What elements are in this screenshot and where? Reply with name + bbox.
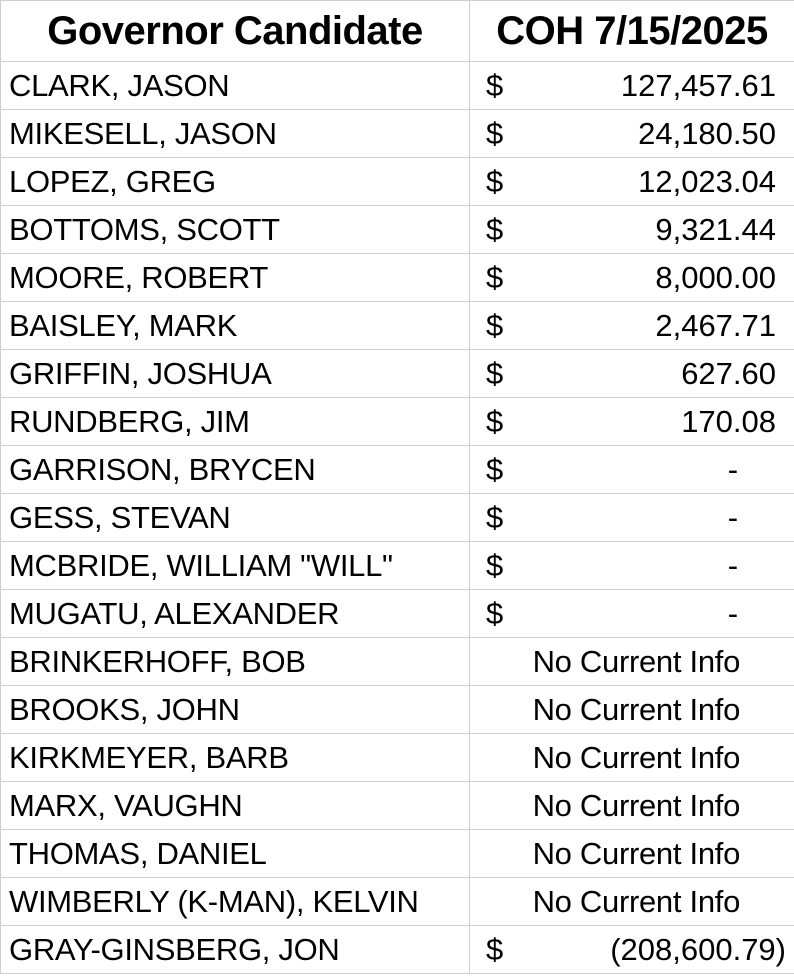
candidate-name-cell: BRINKERHOFF, BOB [1, 638, 470, 686]
coh-amount-cell: 8,000.00 [530, 254, 794, 302]
coh-amount-cell: - [530, 590, 794, 638]
table-row [1, 206, 794, 254]
table-row [1, 398, 794, 446]
no-info-cell: No Current Info [470, 638, 794, 686]
candidate-name-cell: GRAY-GINSBERG, JON [1, 926, 470, 974]
candidate-name-cell: KIRKMEYER, BARB [1, 734, 470, 782]
candidate-name-cell: MUGATU, ALEXANDER [1, 590, 470, 638]
currency-symbol-cell: $ [470, 542, 530, 590]
currency-symbol-cell: $ [470, 302, 530, 350]
coh-amount-cell: 127,457.61 [530, 62, 794, 110]
candidate-name-cell: GESS, STEVAN [1, 494, 470, 542]
table-row [1, 926, 794, 974]
table-row [1, 542, 794, 590]
table-row [1, 446, 794, 494]
currency-symbol-cell: $ [470, 254, 530, 302]
candidate-name-cell: BROOKS, JOHN [1, 686, 470, 734]
table-row [1, 158, 794, 206]
coh-amount-cell: - [530, 542, 794, 590]
candidate-name-cell: LOPEZ, GREG [1, 158, 470, 206]
table-row [1, 254, 794, 302]
no-info-cell: No Current Info [470, 686, 794, 734]
no-info-cell: No Current Info [470, 830, 794, 878]
candidate-name-cell: BOTTOMS, SCOTT [1, 206, 470, 254]
table-row [1, 494, 794, 542]
currency-symbol-cell: $ [470, 110, 530, 158]
table-row [1, 782, 794, 830]
coh-amount-cell: (208,600.79) [530, 926, 794, 974]
coh-amount-cell: 2,467.71 [530, 302, 794, 350]
currency-symbol-cell: $ [470, 350, 530, 398]
candidate-name-cell: WIMBERLY (K-MAN), KELVIN [1, 878, 470, 926]
candidate-name-cell: CLARK, JASON [1, 62, 470, 110]
candidate-name-cell: MIKESELL, JASON [1, 110, 470, 158]
currency-symbol-cell: $ [470, 590, 530, 638]
coh-amount-cell: 170.08 [530, 398, 794, 446]
coh-amount-cell: 12,023.04 [530, 158, 794, 206]
currency-symbol-cell: $ [470, 206, 530, 254]
coh-amount-cell: 627.60 [530, 350, 794, 398]
table-body [1, 62, 794, 974]
table-row [1, 830, 794, 878]
currency-symbol-cell: $ [470, 158, 530, 206]
candidate-column-header: Governor Candidate [1, 1, 470, 62]
table-row [1, 686, 794, 734]
coh-amount-cell: 24,180.50 [530, 110, 794, 158]
currency-symbol-cell: $ [470, 446, 530, 494]
currency-symbol-cell: $ [470, 398, 530, 446]
table-row [1, 590, 794, 638]
currency-symbol-cell: $ [470, 494, 530, 542]
candidate-name-cell: GARRISON, BRYCEN [1, 446, 470, 494]
currency-symbol-cell: $ [470, 62, 530, 110]
table-row [1, 302, 794, 350]
no-info-cell: No Current Info [470, 782, 794, 830]
candidate-name-cell: GRIFFIN, JOSHUA [1, 350, 470, 398]
table-row [1, 62, 794, 110]
no-info-cell: No Current Info [470, 878, 794, 926]
table-row [1, 350, 794, 398]
header-row [1, 1, 794, 62]
table-row [1, 878, 794, 926]
candidate-name-cell: BAISLEY, MARK [1, 302, 470, 350]
candidate-name-cell: MOORE, ROBERT [1, 254, 470, 302]
table-row [1, 110, 794, 158]
table-row [1, 638, 794, 686]
currency-symbol-cell: $ [470, 926, 530, 974]
candidate-name-cell: MCBRIDE, WILLIAM "WILL" [1, 542, 470, 590]
candidate-name-cell: THOMAS, DANIEL [1, 830, 470, 878]
coh-column-header: COH 7/15/2025 [470, 1, 794, 62]
no-info-cell: No Current Info [470, 734, 794, 782]
candidate-name-cell: RUNDBERG, JIM [1, 398, 470, 446]
table-row [1, 734, 794, 782]
coh-amount-cell: - [530, 446, 794, 494]
candidate-name-cell: MARX, VAUGHN [1, 782, 470, 830]
coh-amount-cell: - [530, 494, 794, 542]
coh-amount-cell: 9,321.44 [530, 206, 794, 254]
